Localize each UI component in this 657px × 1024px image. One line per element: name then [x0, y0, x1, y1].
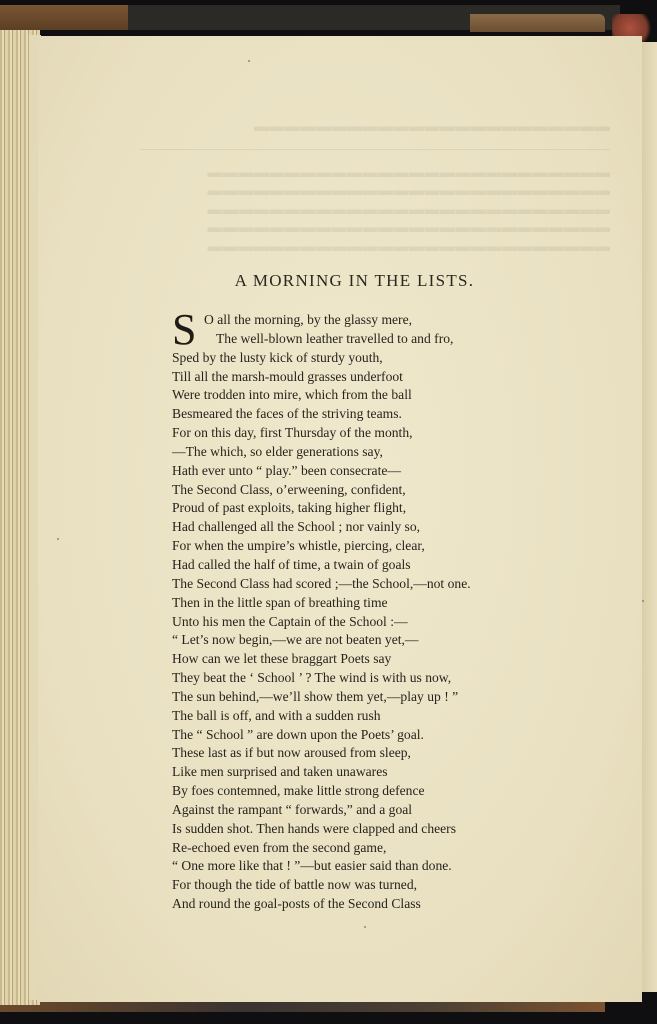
poem-line: These last as if but now aroused from sleep,	[172, 745, 411, 761]
poem-line: Is sudden shot. Then hands were clapped and cheers	[172, 820, 456, 836]
poem-line: They beat the ‘ School ’ ? The wind is with us now,	[172, 670, 452, 686]
poem-line: Then in the little span of breathing time	[172, 594, 388, 610]
poem-body	[172, 305, 471, 914]
poem-line: —The which, so elder generations say,	[172, 443, 383, 459]
paper-speck	[57, 538, 59, 540]
paper-speck	[248, 60, 250, 62]
poem-line: Besmeared the faces of the striving teams.	[172, 406, 402, 422]
poem-line: Had challenged all the School ; nor vainly so,	[172, 519, 421, 535]
poem-line: “ One more like that ! ”—but easier said than done.	[172, 858, 452, 874]
cover-corner-right	[470, 14, 605, 32]
poem-line: And round the goal-posts of the Second Class	[172, 896, 421, 912]
poem-line: For on this day, first Thursday of the month,	[172, 425, 413, 441]
poem-line: For when the umpire’s whistle, piercing, clear,	[172, 538, 425, 554]
poem-line: Were trodden into mire, which from the ball	[172, 387, 412, 403]
paper-speck	[364, 926, 366, 928]
poem-line: For though the tide of battle now was turned,	[172, 877, 418, 893]
poem-line: Like men surprised and taken unawares	[172, 764, 388, 780]
cover-corner-left	[0, 5, 128, 30]
paper-speck	[642, 600, 644, 602]
poem-line: The ball is off, and with a sudden rush	[172, 707, 381, 723]
drop-cap: S	[172, 305, 197, 354]
next-page-edge	[642, 42, 657, 992]
poem-line: The Second Class, o’erweening, confident,	[172, 481, 406, 497]
poem-line: “ Let’s now begin,—we are not beaten yet,—	[172, 632, 419, 648]
book-cover-top	[0, 5, 620, 30]
bleed-through-text: ▬▬▬▬▬▬▬▬▬▬▬▬▬▬▬▬▬▬▬▬▬▬▬ ▬▬▬▬▬▬▬▬▬▬▬▬▬▬▬▬▬▬▬▬▬▬▬▬▬▬ ▬▬▬▬▬▬▬▬▬▬▬▬▬▬▬▬▬▬▬▬▬▬▬▬▬▬ ▬▬▬▬▬▬▬▬▬▬▬▬▬▬▬▬▬▬▬▬▬▬▬▬▬▬ ▬▬▬▬▬▬▬▬▬▬▬▬▬▬▬▬▬▬▬▬▬▬▬▬▬▬ ▬▬▬▬▬▬▬▬▬▬▬▬▬▬▬▬▬▬▬▬▬▬▬▬▬▬	[130, 118, 610, 256]
poem-title: A MORNING IN THE LISTS.	[234, 271, 475, 290]
poem-line: The sun behind,—we’ll show them yet,—play up ! ”	[172, 688, 459, 704]
poem-line: Proud of past exploits, taking higher flight,	[172, 500, 407, 516]
poem-line: Re-echoed even from the second game,	[172, 839, 387, 855]
page-stack-edge	[0, 30, 40, 1005]
poem-line: Till all the marsh-mould grasses underfoot	[172, 368, 403, 384]
poem-line: Hath ever unto “ play.” been consecrate—	[172, 462, 401, 478]
poem-line: Sped by the lusty kick of sturdy youth,	[172, 349, 383, 365]
poem-line: The “ School ” are down upon the Poets’ goal.	[172, 726, 424, 742]
poem-line: The Second Class had scored ;—the School,—not one.	[172, 575, 471, 591]
poem-line: How can we let these braggart Poets say	[172, 651, 392, 667]
poem-line: By foes contemned, make little strong defence	[172, 783, 425, 799]
poem-line: Had called the half of time, a twain of goals	[172, 556, 411, 572]
poem-line: O all the morning, by the glassy mere,	[204, 312, 413, 327]
poem-line: Against the rampant “ forwards,” and a goal	[172, 801, 413, 817]
poem-line: The well-blown leather travelled to and fro,	[216, 330, 454, 346]
poem-line: Unto his men the Captain of the School :—	[172, 613, 408, 629]
